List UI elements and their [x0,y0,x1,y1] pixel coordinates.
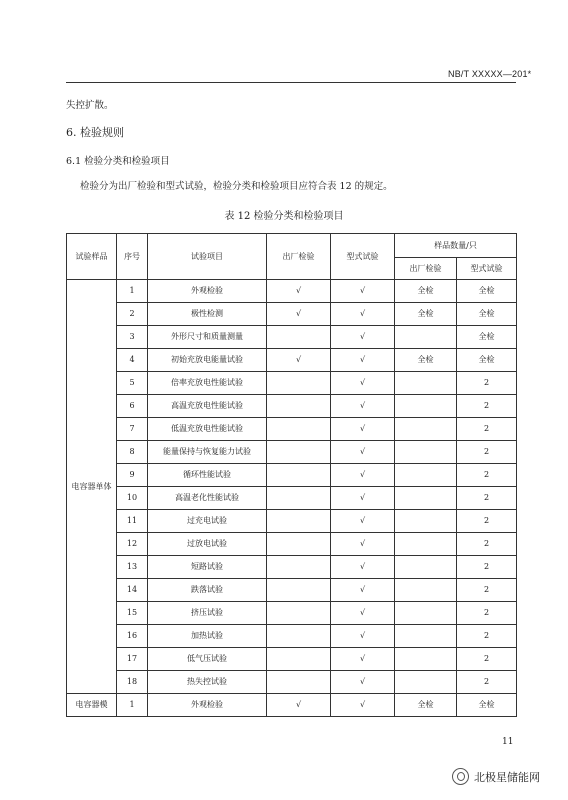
intro-paragraph: 检验分为出厂检验和型式试验，检验分类和检验项目应符合表 12 的规定。 [80,181,393,192]
row-item: 循环性能试验 [148,464,267,487]
row-qty-factory: 全检 [395,694,457,717]
row-seq: 8 [117,441,148,464]
row-factory [267,395,331,418]
row-factory: √ [267,694,331,717]
row-qty-factory [395,556,457,579]
row-type: √ [331,579,395,602]
document-code: NB/T XXXXX—201* [448,69,532,79]
row-factory [267,556,331,579]
group-capacitor-module: 电容器模 [67,694,117,717]
row-factory [267,372,331,395]
row-factory [267,625,331,648]
row-qty-type: 2 [457,602,517,625]
row-qty-factory [395,441,457,464]
row-factory [267,579,331,602]
row-item: 高温充放电性能试验 [148,395,267,418]
row-qty-type: 全检 [457,326,517,349]
row-qty-factory [395,326,457,349]
row-type: √ [331,464,395,487]
row-factory [267,533,331,556]
row-seq: 6 [117,395,148,418]
row-item: 初始充放电能量试验 [148,349,267,372]
table-row [67,280,517,303]
table-row [67,648,517,671]
table-row [67,372,517,395]
header-sample: 试验样品 [67,234,117,280]
row-seq: 10 [117,487,148,510]
table-row [67,326,517,349]
header-item: 试验项目 [148,234,267,280]
section-heading-6: 6. 检验规则 [66,126,124,139]
row-type: √ [331,556,395,579]
row-item: 高温老化性能试验 [148,487,267,510]
row-qty-type: 2 [457,648,517,671]
row-item: 热失控试验 [148,671,267,694]
row-seq: 11 [117,510,148,533]
row-seq: 15 [117,602,148,625]
row-item: 外形尺寸和质量测量 [148,326,267,349]
table-row [67,694,517,717]
row-factory [267,648,331,671]
table-row [67,579,517,602]
row-type: √ [331,349,395,372]
row-factory: √ [267,280,331,303]
row-item: 倍率充放电性能试验 [148,372,267,395]
row-seq: 1 [117,280,148,303]
row-factory [267,441,331,464]
page-number: 11 [502,737,514,747]
table-row [67,395,517,418]
row-qty-factory [395,395,457,418]
row-type: √ [331,372,395,395]
row-qty-type: 2 [457,671,517,694]
row-qty-type: 2 [457,533,517,556]
table-row [67,533,517,556]
table-row [67,602,517,625]
row-seq: 14 [117,579,148,602]
table-row [67,418,517,441]
row-factory [267,487,331,510]
row-seq: 18 [117,671,148,694]
row-seq: 12 [117,533,148,556]
row-factory [267,602,331,625]
continuation-text: 失控扩散。 [66,100,114,111]
table-row [67,349,517,372]
row-qty-type: 2 [457,464,517,487]
row-factory [267,418,331,441]
row-qty-factory [395,533,457,556]
row-qty-type: 2 [457,487,517,510]
row-type: √ [331,533,395,556]
row-seq: 5 [117,372,148,395]
row-seq: 16 [117,625,148,648]
row-qty-type: 2 [457,395,517,418]
watermark [452,768,540,785]
row-item: 低气压试验 [148,648,267,671]
row-factory [267,326,331,349]
row-item: 极性检测 [148,303,267,326]
row-seq: 7 [117,418,148,441]
wechat-icon [452,768,469,785]
row-type: √ [331,694,395,717]
row-seq: 13 [117,556,148,579]
row-seq: 3 [117,326,148,349]
row-qty-type: 2 [457,372,517,395]
row-item: 短路试验 [148,556,267,579]
row-qty-type: 2 [457,556,517,579]
row-type: √ [331,441,395,464]
row-type: √ [331,326,395,349]
row-qty-factory [395,625,457,648]
table-row [67,510,517,533]
row-item: 跌落试验 [148,579,267,602]
row-qty-type: 全检 [457,303,517,326]
header-qty: 样品数量/只 [395,234,517,258]
header-qty-factory: 出厂检验 [395,258,457,280]
table-row [67,625,517,648]
row-item: 外观检验 [148,280,267,303]
row-qty-factory [395,372,457,395]
row-type: √ [331,303,395,326]
row-type: √ [331,280,395,303]
inspection-table [66,233,517,717]
row-qty-factory [395,579,457,602]
row-qty-factory [395,510,457,533]
row-qty-factory [395,464,457,487]
header-type: 型式试验 [331,234,395,280]
row-qty-factory [395,602,457,625]
row-qty-factory [395,671,457,694]
row-qty-type: 2 [457,625,517,648]
row-type: √ [331,602,395,625]
row-qty-type: 全检 [457,280,517,303]
table-row [67,671,517,694]
watermark-text: 北极星储能网 [474,770,540,784]
row-qty-type: 全检 [457,349,517,372]
row-type: √ [331,487,395,510]
row-type: √ [331,395,395,418]
header-seq: 序号 [117,234,148,280]
section-heading-6-1: 6.1 检验分类和检验项目 [66,156,170,167]
table-row [67,487,517,510]
row-factory [267,464,331,487]
row-qty-factory: 全检 [395,349,457,372]
row-item: 过充电试验 [148,510,267,533]
row-factory [267,510,331,533]
row-qty-type: 2 [457,441,517,464]
row-seq: 1 [117,694,148,717]
row-type: √ [331,510,395,533]
header-row [67,234,517,258]
row-qty-factory [395,418,457,441]
row-factory: √ [267,349,331,372]
row-qty-factory: 全检 [395,280,457,303]
table-row [67,556,517,579]
table-row [67,441,517,464]
row-qty-factory [395,487,457,510]
row-qty-factory [395,648,457,671]
table-row [67,464,517,487]
row-type: √ [331,648,395,671]
row-item: 挤压试验 [148,602,267,625]
row-type: √ [331,625,395,648]
row-item: 加热试验 [148,625,267,648]
header-rule [66,82,516,83]
table-caption: 表 12 检验分类和检验项目 [224,211,344,222]
table-row [67,303,517,326]
row-factory: √ [267,303,331,326]
header-factory: 出厂检验 [267,234,331,280]
row-qty-type: 2 [457,418,517,441]
row-item: 能量保持与恢复能力试验 [148,441,267,464]
row-seq: 17 [117,648,148,671]
header-qty-type: 型式试验 [457,258,517,280]
row-qty-type: 全检 [457,694,517,717]
row-type: √ [331,418,395,441]
row-type: √ [331,671,395,694]
row-seq: 9 [117,464,148,487]
row-seq: 4 [117,349,148,372]
row-factory [267,671,331,694]
row-item: 低温充放电性能试验 [148,418,267,441]
row-item: 过放电试验 [148,533,267,556]
row-qty-type: 2 [457,579,517,602]
row-seq: 2 [117,303,148,326]
row-qty-factory: 全检 [395,303,457,326]
row-qty-type: 2 [457,510,517,533]
row-item: 外观检验 [148,694,267,717]
group-capacitor-cell: 电容器单体 [67,280,117,694]
